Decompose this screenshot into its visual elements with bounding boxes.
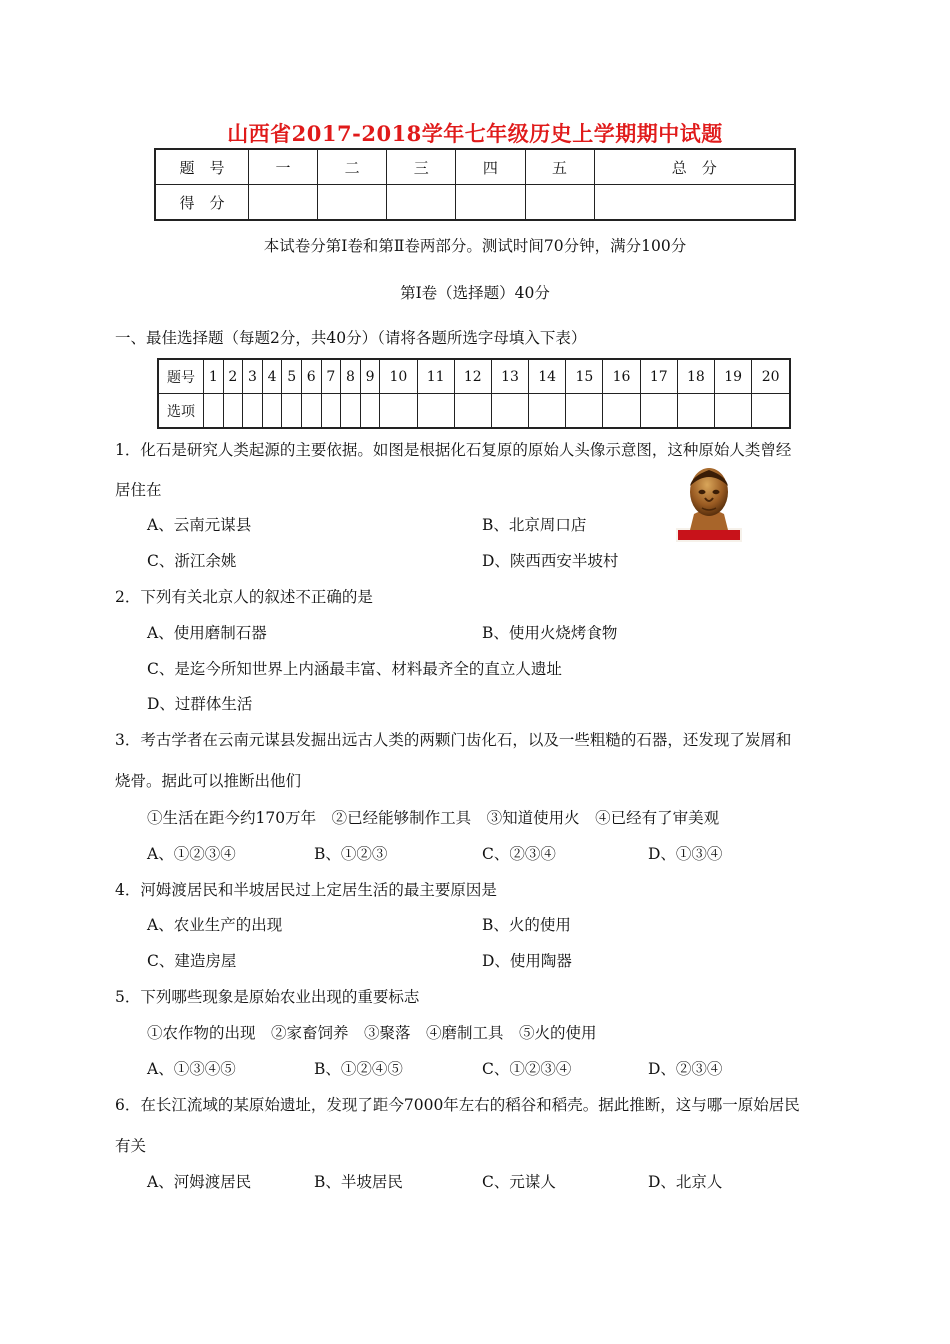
answer-number-cell: 17: [640, 359, 677, 394]
score-input-cell[interactable]: [387, 185, 456, 221]
question-option[interactable]: A、河姆渡居民: [147, 1173, 252, 1191]
answer-number-cell: 4: [262, 359, 282, 394]
score-input-cell[interactable]: [525, 185, 594, 221]
answer-choice-cell[interactable]: [715, 394, 752, 429]
answer-number-cell: 15: [566, 359, 603, 394]
question-option[interactable]: B、北京周口店: [482, 516, 587, 534]
score-input-cell[interactable]: [249, 185, 318, 221]
score-input-cell[interactable]: [456, 185, 525, 221]
answer-choice-cell[interactable]: [223, 394, 243, 429]
answer-row-label: 选项: [158, 394, 204, 429]
question-option[interactable]: A、农业生产的出现: [147, 916, 283, 934]
exam-intro: 本试卷分第Ⅰ卷和第Ⅱ卷两部分。测试时间70分钟，满分100分: [263, 237, 687, 255]
question-6-stem: 6．在长江流域的某原始遗址，发现了距今7000年左右的稻谷和稻壳。据此推断，这与哪一原始居民: [115, 1096, 800, 1114]
primitive-human-bust-icon: [676, 466, 742, 542]
question-option[interactable]: B、①②④⑤: [314, 1060, 403, 1078]
answer-number-cell: 16: [603, 359, 640, 394]
score-table-score-row: [155, 185, 795, 221]
question-option[interactable]: C、①②③④: [482, 1060, 572, 1078]
question-option[interactable]: B、半坡居民: [314, 1173, 403, 1191]
answer-choice-cell[interactable]: [341, 394, 361, 429]
answer-number-cell: 18: [677, 359, 714, 394]
answer-number-cell: 12: [454, 359, 491, 394]
answer-number-cell: 1: [204, 359, 224, 394]
question-option[interactable]: D、②③④: [648, 1060, 723, 1078]
question-option[interactable]: D、过群体生活: [147, 695, 253, 713]
answer-number-cell: 9: [360, 359, 380, 394]
question-option[interactable]: B、火的使用: [482, 916, 571, 934]
answer-choice-cell[interactable]: [321, 394, 341, 429]
score-cell: 题 号: [155, 149, 249, 185]
question-4-stem: 4．河姆渡居民和半坡居民过上定居生活的最主要原因是: [115, 881, 497, 899]
question-option[interactable]: A、云南元谋县: [147, 516, 252, 534]
question-option[interactable]: C、是迄今所知世界上内涵最丰富、材料最齐全的直立人遗址: [147, 660, 562, 678]
answer-choice-cell[interactable]: [282, 394, 302, 429]
answer-number-cell: 14: [529, 359, 566, 394]
answer-choice-cell[interactable]: [603, 394, 640, 429]
question-3-statements: ①生活在距今约170万年 ②已经能够制作工具 ③知道使用火 ④已经有了审美观: [147, 809, 720, 827]
question-option[interactable]: B、①②③: [314, 845, 388, 863]
score-label-cell: 得 分: [155, 185, 249, 221]
answer-number-cell: 13: [491, 359, 528, 394]
question-3-stem: 烧骨。据此可以推断出他们: [115, 772, 302, 790]
question-option[interactable]: A、使用磨制石器: [147, 624, 267, 642]
answer-table-choice-row: [158, 394, 790, 429]
answer-number-cell: 3: [243, 359, 263, 394]
answer-choice-cell[interactable]: [529, 394, 566, 429]
answer-number-cell: 20: [752, 359, 790, 394]
answer-choice-cell[interactable]: [262, 394, 282, 429]
answer-number-cell: 10: [380, 359, 417, 394]
question-option[interactable]: C、建造房屋: [147, 952, 237, 970]
answer-choice-cell[interactable]: [360, 394, 380, 429]
answer-number-cell: 8: [341, 359, 361, 394]
exam-title: 山西省2017-2018学年七年级历史上学期期中试题: [227, 121, 723, 146]
answer-choice-cell[interactable]: [204, 394, 224, 429]
answer-choice-cell[interactable]: [491, 394, 528, 429]
answer-number-cell: 2: [223, 359, 243, 394]
answer-number-cell: 6: [301, 359, 321, 394]
question-option[interactable]: B、使用火烧烤食物: [482, 624, 618, 642]
answer-choice-cell[interactable]: [640, 394, 677, 429]
answer-table: [157, 358, 791, 429]
question-option[interactable]: C、浙江余姚: [147, 552, 237, 570]
question-1-stem: 1．化石是研究人类起源的主要依据。如图是根据化石复原的原始人头像示意图，这种原始人类曾经: [115, 441, 792, 459]
question-option[interactable]: D、①③④: [648, 845, 723, 863]
answer-number-cell: 5: [282, 359, 302, 394]
score-input-cell[interactable]: [318, 185, 387, 221]
answer-choice-cell[interactable]: [301, 394, 321, 429]
score-cell: 总 分: [594, 149, 795, 185]
answer-number-cell: 19: [715, 359, 752, 394]
question-option[interactable]: D、北京人: [648, 1173, 723, 1191]
score-cell: 五: [525, 149, 594, 185]
score-cell: 二: [318, 149, 387, 185]
answer-choice-cell[interactable]: [454, 394, 491, 429]
question-option[interactable]: D、使用陶器: [482, 952, 572, 970]
answer-choice-cell[interactable]: [380, 394, 417, 429]
question-option[interactable]: A、①③④⑤: [147, 1060, 236, 1078]
score-cell: 三: [387, 149, 456, 185]
score-table-header-row: [155, 149, 795, 185]
question-option[interactable]: A、①②③④: [147, 845, 236, 863]
answer-choice-cell[interactable]: [417, 394, 454, 429]
score-input-cell[interactable]: [594, 185, 795, 221]
question-3-stem: 3．考古学者在云南元谋县发掘出远古人类的两颗门齿化石，以及一些粗糙的石器，还发现了炭屑和: [115, 731, 792, 749]
part1-heading: 一、最佳选择题（每题2分，共40分）（请将各题所选字母填入下表）: [115, 329, 587, 347]
question-1-stem: 居住在: [115, 481, 162, 499]
answer-table-number-row: [158, 359, 790, 394]
score-cell: 四: [456, 149, 525, 185]
question-5-statements: ①农作物的出现 ②家畜饲养 ③聚落 ④磨制工具 ⑤火的使用: [147, 1024, 597, 1042]
question-option[interactable]: C、元谋人: [482, 1173, 556, 1191]
answer-choice-cell[interactable]: [243, 394, 263, 429]
answer-number-cell: 7: [321, 359, 341, 394]
question-option[interactable]: D、陕西西安半坡村: [482, 552, 619, 570]
answer-choice-cell[interactable]: [566, 394, 603, 429]
question-2-stem: 2．下列有关北京人的叙述不正确的是: [115, 588, 373, 606]
score-table: [154, 148, 796, 221]
score-cell: 一: [249, 149, 318, 185]
answer-choice-cell[interactable]: [677, 394, 714, 429]
question-6-stem: 有关: [115, 1137, 147, 1155]
question-option[interactable]: C、②③④: [482, 845, 556, 863]
answer-number-cell: 11: [417, 359, 454, 394]
answer-choice-cell[interactable]: [752, 394, 790, 429]
section-title: 第Ⅰ卷（选择题）40分: [400, 284, 550, 302]
answer-row-label: 题号: [158, 359, 204, 394]
question-5-stem: 5．下列哪些现象是原始农业出现的重要标志: [115, 988, 420, 1006]
